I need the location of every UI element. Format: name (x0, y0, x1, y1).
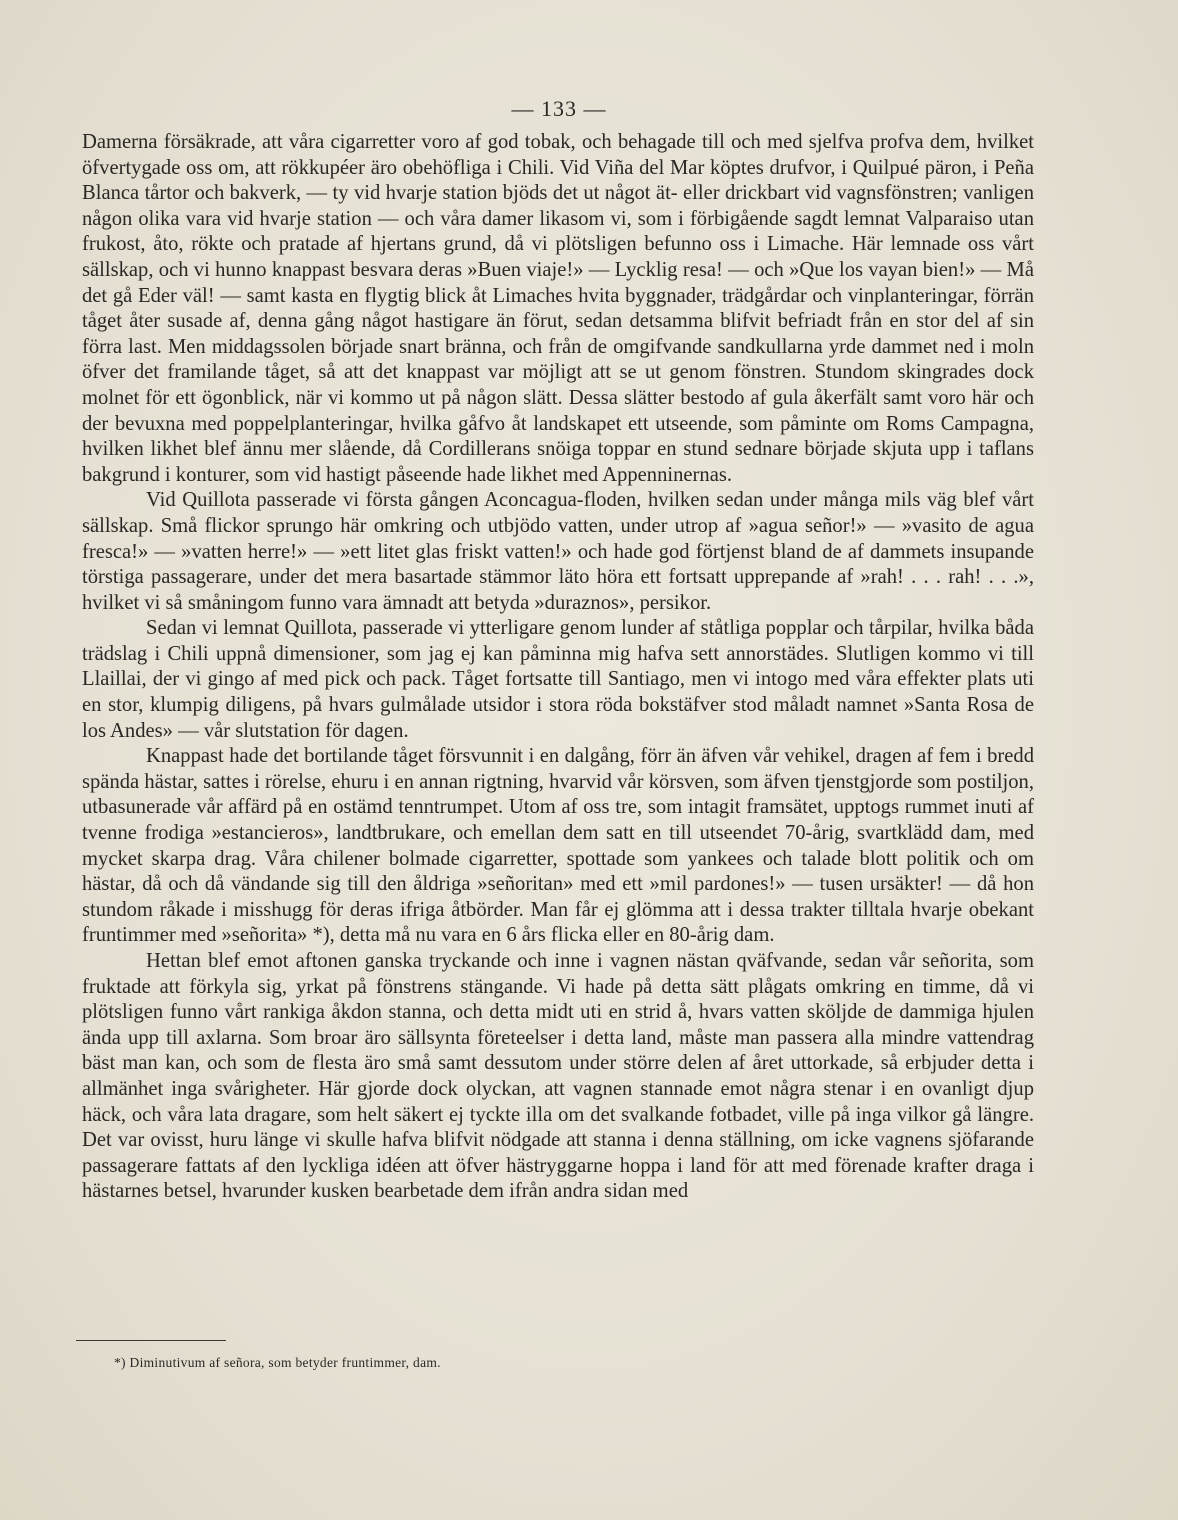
footnote-divider (76, 1340, 226, 1341)
paragraph-3: Sedan vi lemnat Quillota, passerade vi ytterligare genom lunder af ståtliga popplar och tårpilar, hvilka båda trädslag i Chili uppnå dimensioner, som jag ej kan påminna mig hafva sett annorstädes. Slutligen kommo vi till Llaillai, der vi gingo af med pick och pack. Tåget fortsatte till Santiago, men vi intogo med våra effekter plats uti en stor, klumpig diligens, på hvars gulmålade utsidor i stora röda bokstäfver stod måladt namnet »Santa Rosa de los Andes» — vår slutstation för dagen. (82, 617, 1034, 742)
footnote: *) Diminutivum af señora, som betyder fruntimmer, dam. (114, 1355, 441, 1370)
paragraph-2: Vid Quillota passerade vi första gången Aconcagua-floden, hvilken sedan under många mils väg blef vårt sällskap. Små flickor sprungo här omkring och utbjödo vatten, under utrop af »agua señor!» — »vasito de agua fresca!» — »vatten herre!» — »ett litet glas friskt vatten!» och hade god förtjenst bland de af dammets insupande törstiga passagerare, under det mera basartade stämmor läto höra ett fortsatt upprepande af »rah! . . . rah! . . .», hvilket vi så småningom funno vara ämnadt att betyda »duraznos», persikor. (82, 489, 1034, 614)
page-number: — 133 — (511, 96, 607, 121)
body-text (82, 130, 1034, 1205)
paragraph-5: Hettan blef emot aftonen ganska tryckande och inne i vagnen nästan qväfvande, sedan vår señorita, som fruktade att förkyla sig, yrkat på fönstrens stängande. Vi hade på detta sätt plågats omkring en timme, då vi plötsligen funno vårt rankiga åkdon stanna, och detta midt uti en strid å, hvars vatten sköljde de dammiga hjulen ända upp till axlarna. Som broar äro sällsynta företeelser i detta land, måste man passera alla mindre vattendrag bäst man kan, och som de flesta äro små samt dessutom under större delen af året uttorkade, så erbjuder detta i allmänhet inga svårigheter. Här gjorde dock olyckan, att vagnen stannade emot några stenar i en ovanligt djup häck, och våra lata dragare, som helt säkert ej tyckte illa om det svalkande fotbadet, ville på inga vilkor gå längre. Det var ovisst, huru länge vi skulle hafva blifvit nödgade att stanna i denna ställning, om icke vagnens sjöfarande passagerare fattats af den lyckliga idéen att öfver hästryggarne hoppa i land för att med förenade krafter draga i hästarnes betsel, hvarunder kusken bearbetade dem ifrån andra sidan med (82, 950, 1034, 1203)
paragraph-1: Damerna försäkrade, att våra cigarretter voro af god tobak, och behagade till och med sjelfva profva dem, hvilket öfvertygade oss om, att rökkupéer äro obehöfliga i Chili. Vid Viña del Mar köptes drufvor, i Quilpué päron, i Peña Blanca tårtor och bakverk, — ty vid hvarje station bjöds det ut något ät- eller drickbart vid vagnsfönstren; vanligen någon olika vara vid hvarje station — och våra damer likasom vi, som i förbigående sagdt lemnat Valparaiso utan frukost, åto, rökte och pratade af hjertans grund, då vi plötsligen befunno oss i Limache. Här lemnade oss vårt sällskap, och vi hunno knappast besvara deras »Buen viaje!» — Lycklig resa! — och »Que los vayan bien!» — Må det gå Eder väl! — samt kasta en flygtig blick åt Limaches hvita byggnader, trädgårdar och vinplanteringar, förrän tåget åter susade af, denna gång något hastigare än förut, sedan detsamma blifvit befriadt från en stor del af sin förra last. Men middagssolen började snart bränna, och från de omgifvande sandkullarna yrde dammet ned i moln öfver det framilande tåget, så att det knappast var möjligt att se ut genom fönstren. Stundom skingrades dock molnet för ett ögonblick, när vi kommo ut på någon slätt. Dessa slätter bestodo af gula åkerfält samt voro här och der bevuxna med poppelplanteringar, hvilka gåfvo åt landskapet ett utseende, som påminte om Roms Campagna, hvilken likhet blef ännu mer slående, då Cordillerans snöiga toppar en stund sednare började skjuta upp i taflans bakgrund i konturer, som vid hastigt påseende hade likhet med Appenninernas. (82, 131, 1034, 486)
paragraph-4: Knappast hade det bortilande tåget försvunnit i en dalgång, förr än äfven vår vehikel, dragen af fem i bredd spända hästar, sattes i rörelse, ehuru i en annan rigtning, hvarvid vår körsven, som äfven tjenstgjorde som postiljon, utbasunerade vår affärd på en ostämd tenntrumpet. Utom af oss tre, som intagit framsätet, upptogs rummet inuti af tvenne frodiga »estancieros», landtbrukare, och emellan dem satt en till utseendet 70-årig, svartklädd dam, med mycket skarpa drag. Våra chilener bolmade cigarretter, spottade som yankees och talade blott politik och om hästar, då och då vändande sig till den åldriga »señoritan» med ett »mil pardones!» — tusen ursäkter! — då hon stundom råkade i misshugg för deras ifriga åtbörder. Man får ej glömma att i dessa trakter tilltala hvarje obekant fruntimmer med »señorita» *), detta må nu vara en 6 års flicka eller en 80-årig dam. (82, 745, 1034, 947)
